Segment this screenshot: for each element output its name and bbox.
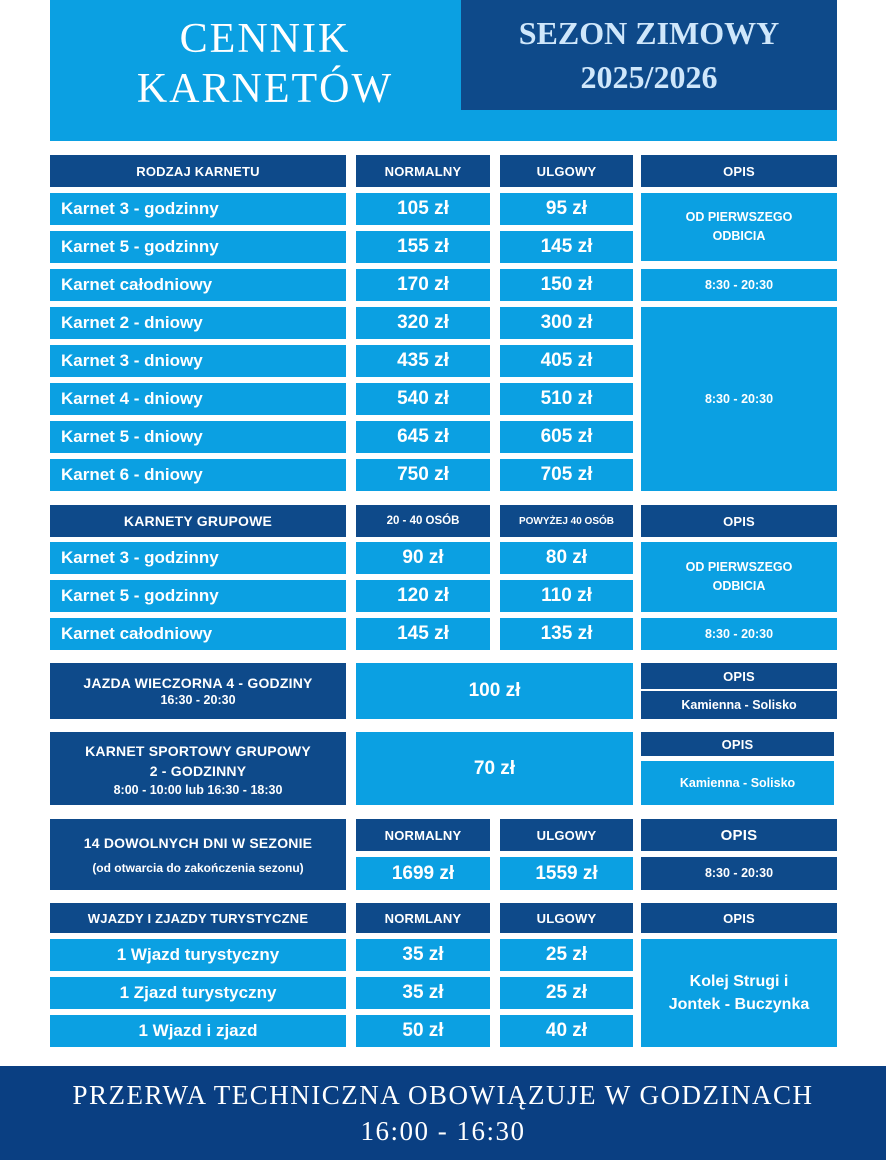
row-price-normal: 145 zł [356, 618, 490, 650]
row-price-reduced: 145 zł [500, 231, 633, 263]
row-price-reduced: 25 zł [500, 977, 633, 1009]
page-title-line1: CENNIK [179, 16, 351, 62]
season14-subtitle: (od otwarcia do zakończenia sezonu) [92, 860, 304, 875]
header-opis: OPIS [641, 903, 837, 933]
season14-header-opis: OPIS [641, 819, 837, 851]
sport-desc: Kamienna - Solisko [641, 761, 834, 805]
season-label: SEZON ZIMOWY [518, 15, 780, 51]
row-name: Karnet całodniowy [50, 618, 346, 650]
row-name: Karnet 2 - dniowy [50, 307, 346, 339]
row-name: 1 Zjazd turystyczny [50, 977, 346, 1009]
season14-price-reduced: 1559 zł [500, 857, 633, 890]
header-opis: OPIS [641, 505, 837, 537]
evening-desc: Kamienna - Solisko [641, 691, 837, 719]
row-price-reduced: 95 zł [500, 193, 633, 225]
row-price-reduced: 40 zł [500, 1015, 633, 1047]
footer-line1: PRZERWA TECHNICZNA OBOWIĄZUJE W GODZINACH [72, 1080, 814, 1110]
row-name: Karnet 5 - dniowy [50, 421, 346, 453]
header-powyzej-40-osob: POWYŻEJ 40 OSÓB [500, 505, 633, 537]
header-rodzaj-karnetu: RODZAJ KARNETU [50, 155, 346, 187]
row-price-normal: 50 zł [356, 1015, 490, 1047]
header-wjazdy-zjazdy: WJAZDY I ZJAZDY TURYSTYCZNE [50, 903, 346, 933]
sport-pass-price: 70 zł [356, 732, 633, 805]
season14-title [50, 819, 346, 890]
row-name: Karnet 5 - godzinny [50, 580, 346, 612]
row-price-normal: 435 zł [356, 345, 490, 377]
desc-day-hours: 8:30 - 20:30 [641, 618, 837, 650]
header-ulgowy: ULGOWY [500, 155, 633, 187]
season14-price-normal: 1699 zł [356, 857, 490, 890]
row-price-reduced: 150 zł [500, 269, 633, 301]
row-price-reduced: 510 zł [500, 383, 633, 415]
row-name: Karnet 5 - godzinny [50, 231, 346, 263]
sport-pass-duration: 2 - GODZINNY [149, 762, 247, 779]
footer-banner [0, 1066, 886, 1160]
row-name: Karnet 6 - dniowy [50, 459, 346, 491]
evening-pass-name: JAZDA WIECZORNA 4 - GODZINY [83, 675, 313, 691]
row-price-normal: 320 zł [356, 307, 490, 339]
desc-line: ODBICIA [712, 229, 766, 243]
sport-pass-name: KARNET SPORTOWY GRUPOWY [85, 742, 311, 759]
row-price-normal: 540 zł [356, 383, 490, 415]
desc-line: Kolej Strugi i [689, 973, 789, 990]
season14-header-ulgowy: ULGOWY [500, 819, 633, 851]
row-name: Karnet całodniowy [50, 269, 346, 301]
row-name: Karnet 3 - dniowy [50, 345, 346, 377]
desc-first-scan [641, 542, 837, 612]
evening-pass-title [50, 663, 346, 719]
season14-name: 14 DOWOLNYCH DNI W SEZONIE [83, 834, 313, 851]
row-price-reduced: 110 zł [500, 580, 633, 612]
row-name: 1 Wjazd i zjazd [50, 1015, 346, 1047]
desc-line: ODBICIA [712, 579, 766, 593]
row-name: Karnet 3 - godzinny [50, 193, 346, 225]
row-price-normal: 90 zł [356, 542, 490, 574]
evening-pass-hours: 16:30 - 20:30 [160, 693, 236, 707]
row-price-reduced: 405 zł [500, 345, 633, 377]
row-name: Karnet 3 - godzinny [50, 542, 346, 574]
season14-desc: 8:30 - 20:30 [641, 857, 837, 890]
row-price-reduced: 605 zł [500, 421, 633, 453]
desc-line: Jontek - Buczynka [668, 996, 810, 1013]
evening-opis-header: OPIS [641, 663, 837, 689]
header-normalny: NORMALNY [356, 155, 490, 187]
header-opis: OPIS [641, 155, 837, 187]
row-price-reduced: 705 zł [500, 459, 633, 491]
row-price-reduced: 25 zł [500, 939, 633, 971]
evening-pass-price: 100 zł [356, 663, 633, 719]
footer-hours: 16:00 - 16:30 [360, 1116, 526, 1146]
page-title [70, 8, 460, 120]
tourist-desc [641, 939, 837, 1047]
row-price-reduced: 80 zł [500, 542, 633, 574]
row-name: Karnet 4 - dniowy [50, 383, 346, 415]
row-price-normal: 35 zł [356, 939, 490, 971]
desc-day-hours: 8:30 - 20:30 [641, 269, 837, 301]
row-price-normal: 155 zł [356, 231, 490, 263]
page-title-line2: KARNETÓW [136, 66, 394, 112]
row-price-normal: 750 zł [356, 459, 490, 491]
header-20-40-osob: 20 - 40 OSÓB [356, 505, 490, 537]
row-price-normal: 645 zł [356, 421, 490, 453]
sport-pass-title [50, 732, 346, 805]
header-ulgowy: ULGOWY [500, 903, 633, 933]
row-name: 1 Wjazd turystyczny [50, 939, 346, 971]
desc-first-scan [641, 193, 837, 261]
row-price-reduced: 300 zł [500, 307, 633, 339]
season14-header-normalny: NORMALNY [356, 819, 490, 851]
header-normlany: NORMLANY [356, 903, 490, 933]
desc-line: OD PIERWSZEGO [685, 210, 793, 224]
sport-pass-hours: 8:00 - 10:00 lub 16:30 - 18:30 [113, 782, 283, 797]
sport-opis-header: OPIS [641, 732, 834, 756]
row-price-normal: 105 zł [356, 193, 490, 225]
row-price-normal: 120 zł [356, 580, 490, 612]
row-price-reduced: 135 zł [500, 618, 633, 650]
desc-multi-day-hours: 8:30 - 20:30 [641, 307, 837, 491]
row-price-normal: 170 zł [356, 269, 490, 301]
row-price-normal: 35 zł [356, 977, 490, 1009]
season-box [461, 0, 837, 110]
season-years: 2025/2026 [580, 59, 718, 95]
header-karnety-grupowe: KARNETY GRUPOWE [50, 505, 346, 537]
desc-line: OD PIERWSZEGO [685, 560, 793, 574]
